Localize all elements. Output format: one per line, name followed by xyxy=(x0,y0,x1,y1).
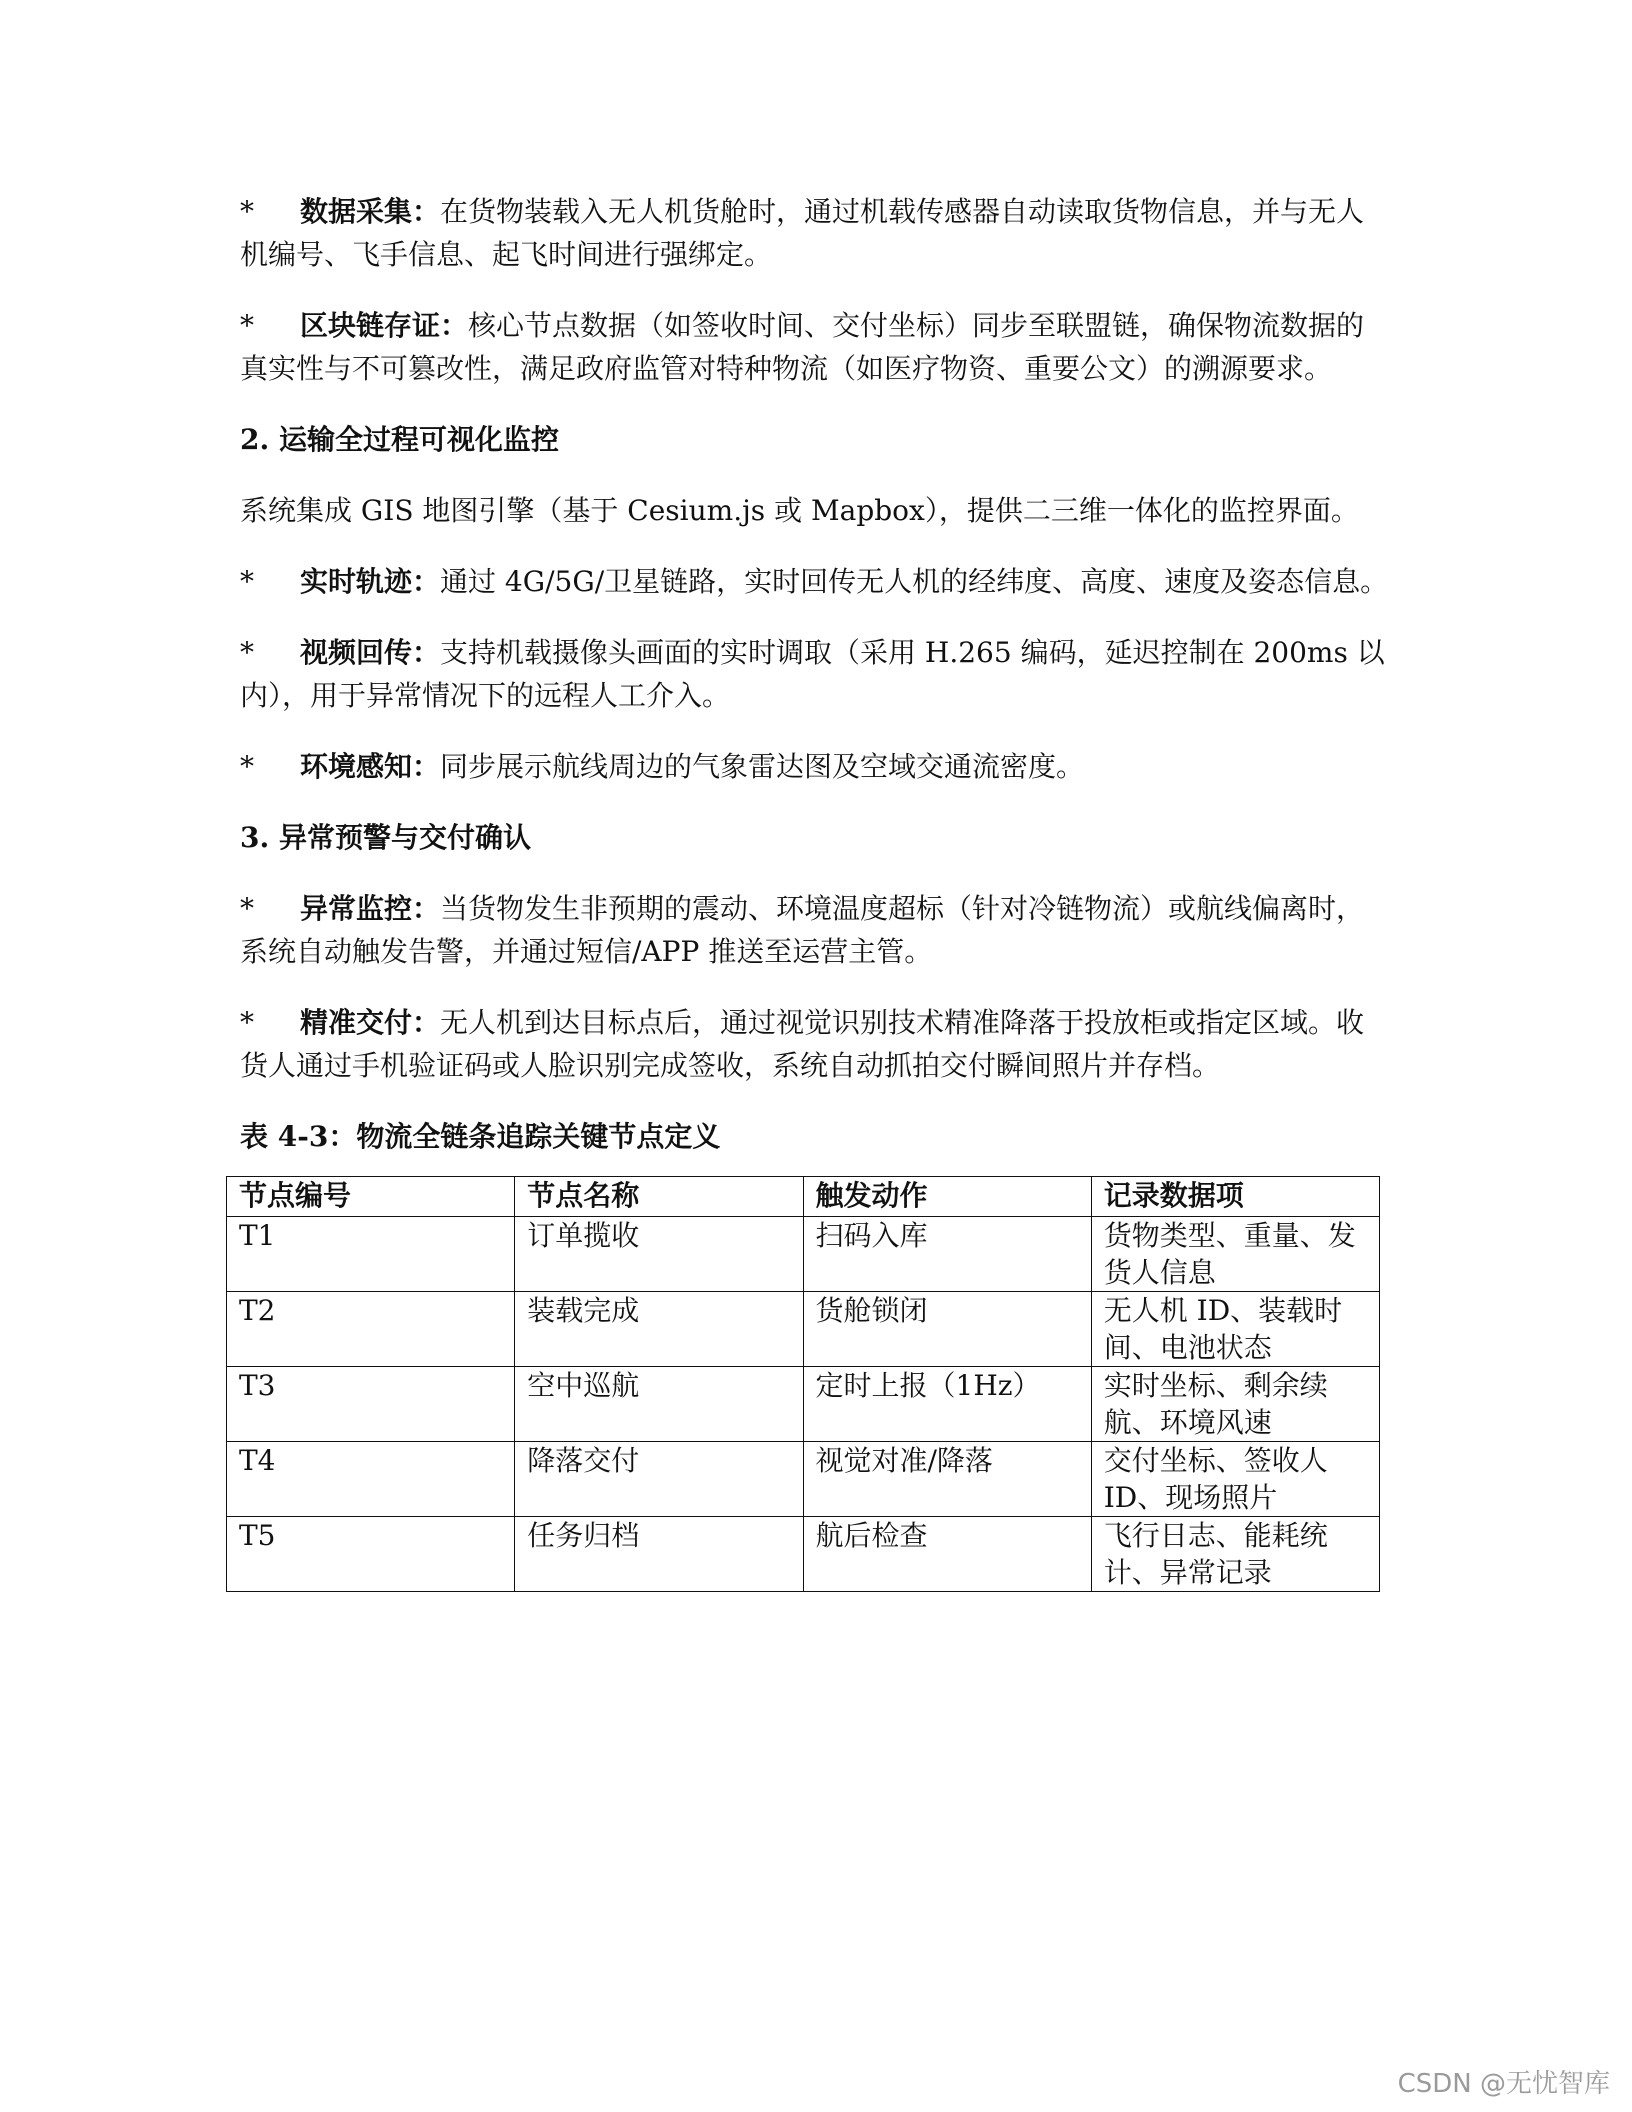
section-2-intro: 系统集成 GIS 地图引擎（基于 Cesium.js 或 Mapbox），提供二三维一体化的监控界面。 xyxy=(240,494,1359,527)
section-heading-3: 3. 异常预警与交付确认 xyxy=(240,821,531,854)
table-cell: 扫码入库 xyxy=(803,1217,1091,1292)
table-cell: T5 xyxy=(227,1517,515,1592)
table-cell: 交付坐标、签收人 ID、现场照片 xyxy=(1091,1442,1379,1517)
bullet-text: 同步展示航线周边的气象雷达图及空域交通流密度。 xyxy=(440,750,1085,783)
bullet-text: 无人机到达目标点后，通过视觉识别技术精准降落于投放柜或指定区域。收货人通过手机验证码或人脸识别完成签收，系统自动抓拍交付瞬间照片并存档。 xyxy=(240,1006,1365,1082)
bullet-title: 区块链存证： xyxy=(300,309,469,342)
bullet-marker: * xyxy=(240,309,254,342)
node-definition-table xyxy=(226,1176,1380,1592)
table-cell: 实时坐标、剩余续航、环境风速 xyxy=(1091,1367,1379,1442)
table-cell: T4 xyxy=(227,1442,515,1517)
table-header-cell: 节点名称 xyxy=(515,1177,803,1217)
table-cell: 货舱锁闭 xyxy=(803,1292,1091,1367)
table-cell: 无人机 ID、装载时间、电池状态 xyxy=(1091,1292,1379,1367)
table-row xyxy=(227,1517,1380,1592)
bullet-text: 在货物装载入无人机货舱时，通过机载传感器自动读取货物信息，并与无人机编号、飞手信息、起飞时间进行强绑定。 xyxy=(240,195,1365,271)
document-body xyxy=(240,190,1390,1592)
bullet-marker: * xyxy=(240,1006,254,1039)
bullet-data-collection xyxy=(240,190,1390,276)
bullet-text: 当货物发生非预期的震动、环境温度超标（针对冷链物流）或航线偏离时，系统自动触发告警，并通过短信/APP 推送至运营主管。 xyxy=(240,892,1365,968)
bullet-marker: * xyxy=(240,750,254,783)
table-caption: 表 4-3：物流全链条追踪关键节点定义 xyxy=(240,1120,721,1153)
bullet-title: 异常监控： xyxy=(300,892,441,925)
table-cell: 货物类型、重量、发货人信息 xyxy=(1091,1217,1379,1292)
bullet-title: 实时轨迹： xyxy=(300,565,441,598)
table-cell: 定时上报（1Hz） xyxy=(803,1367,1091,1442)
bullet-text: 支持机载摄像头画面的实时调取（采用 H.265 编码，延迟控制在 200ms 以内），用于异常情况下的远程人工介入。 xyxy=(240,636,1385,712)
table-container xyxy=(226,1176,1390,1592)
table-row xyxy=(227,1217,1380,1292)
bullet-environment xyxy=(240,745,1390,788)
table-row xyxy=(227,1367,1380,1442)
section-heading-2: 2. 运输全过程可视化监控 xyxy=(240,423,559,456)
table-header-row xyxy=(227,1177,1380,1217)
bullet-precise-delivery xyxy=(240,1001,1390,1087)
table-cell: 降落交付 xyxy=(515,1442,803,1517)
table-cell: 飞行日志、能耗统计、异常记录 xyxy=(1091,1517,1379,1592)
table-header-cell: 记录数据项 xyxy=(1091,1177,1379,1217)
table-header-cell: 节点编号 xyxy=(227,1177,515,1217)
table-row xyxy=(227,1442,1380,1517)
bullet-marker: * xyxy=(240,565,254,598)
bullet-marker: * xyxy=(240,636,254,669)
bullet-title: 视频回传： xyxy=(300,636,441,669)
bullet-text: 核心节点数据（如签收时间、交付坐标）同步至联盟链，确保物流数据的真实性与不可篡改性，满足政府监管对特种物流（如医疗物资、重要公文）的溯源要求。 xyxy=(240,309,1365,385)
table-cell: 装载完成 xyxy=(515,1292,803,1367)
table-header-cell: 触发动作 xyxy=(803,1177,1091,1217)
table-cell: 视觉对准/降落 xyxy=(803,1442,1091,1517)
bullet-title: 精准交付： xyxy=(300,1006,441,1039)
table-cell: T2 xyxy=(227,1292,515,1367)
bullet-anomaly-monitor xyxy=(240,887,1390,973)
bullet-marker: * xyxy=(240,892,254,925)
table-row xyxy=(227,1292,1380,1367)
table-cell: T1 xyxy=(227,1217,515,1292)
bullet-title: 环境感知： xyxy=(300,750,441,783)
table-cell: 空中巡航 xyxy=(515,1367,803,1442)
bullet-realtime-track xyxy=(240,560,1390,603)
bullet-video-return xyxy=(240,631,1390,717)
table-cell: T3 xyxy=(227,1367,515,1442)
csdn-watermark: CSDN @无忧智库 xyxy=(1397,2069,1610,2099)
table-cell: 任务归档 xyxy=(515,1517,803,1592)
bullet-title: 数据采集： xyxy=(300,195,441,228)
bullet-blockchain xyxy=(240,304,1390,390)
bullet-text: 通过 4G/5G/卫星链路，实时回传无人机的经纬度、高度、速度及姿态信息。 xyxy=(440,565,1389,598)
bullet-marker: * xyxy=(240,195,254,228)
table-cell: 航后检查 xyxy=(803,1517,1091,1592)
table-cell: 订单揽收 xyxy=(515,1217,803,1292)
